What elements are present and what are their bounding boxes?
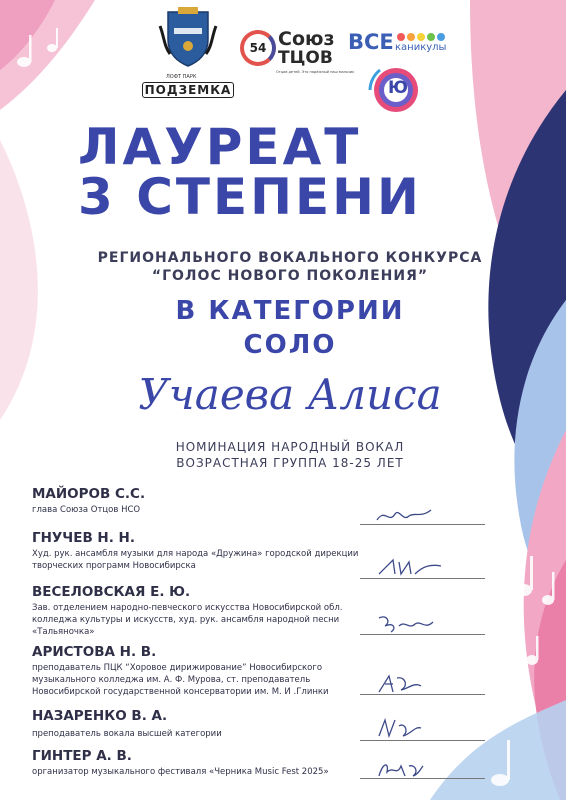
- award-title-line1: ЛАУРЕАТ: [78, 118, 362, 176]
- union-number-badge: [240, 30, 276, 66]
- signatory-role: преподаватель ПЦК “Хоровое дирижирование” Новосибирского музыкального колледжа им. А. Ф. Мурова, ст. преподаватель Новосибирской государственной консерватории им. М. И .Глинки: [32, 663, 329, 697]
- signatory-name: МАЙОРОВ С.С.: [32, 486, 146, 502]
- park-name: ПОДЗЕМКА: [142, 82, 234, 98]
- vse-kanikuly-logo: [348, 28, 456, 58]
- handwritten-signature: [375, 504, 435, 526]
- handwritten-signature: [375, 716, 425, 740]
- category-line2: СОЛО: [243, 330, 337, 360]
- recipient-name: Учаева Алиса: [138, 370, 442, 419]
- union-line1: Союз: [278, 28, 335, 50]
- contest-line2: “ГОЛОС НОВОГО ПОКОЛЕНИЯ”: [151, 268, 429, 284]
- soyuz-ottsov-logo: [238, 26, 355, 76]
- union-line2: ТЦОВ: [278, 48, 333, 68]
- signatory-name: НАЗАРЕНКО В. А.: [32, 708, 168, 724]
- union-tagline: Отцов детей. Это надёжный наш мальчик: [276, 70, 355, 74]
- signatory-role: глава Союза Отцов НСО: [32, 505, 141, 515]
- handwritten-signature: [375, 758, 425, 782]
- signatory-name: ВЕСЕЛОВСКАЯ Е. Ю.: [32, 584, 191, 600]
- signatory-name: АРИСТОВА Н. В.: [32, 644, 157, 660]
- circle-letters: Ю: [388, 78, 408, 98]
- coat-of-arms-icon: [158, 6, 218, 68]
- signatory-name: ГНУЧЕВ Н. Н.: [32, 530, 135, 546]
- signatory-role: Зав. отделением народно-певческого искусства Новосибирской обл. колледжа культуры и искусств, худ. рук. ансамбля народной песни «Тальяночка»: [32, 603, 343, 637]
- vse-text: ВСЕ: [348, 30, 394, 54]
- category-line1: В КАТЕГОРИИ: [175, 296, 405, 326]
- signatory-role: Худ. рук. ансамбля музыки для народа «Дружина» городской дирекции творческих программ Новосибирска: [32, 549, 359, 571]
- kanikuly-text: каникулы: [395, 42, 447, 53]
- podzemka-logo: [138, 6, 236, 102]
- signatory-role: организатор музыкального фестиваля «Черника Music Fest 2025»: [32, 767, 329, 777]
- color-dots-icon: [396, 32, 452, 42]
- union-number: 54: [249, 41, 267, 55]
- contest-line1: РЕГИОНАЛЬНОГО ВОКАЛЬНОГО КОНКУРСА: [97, 250, 483, 266]
- award-title-line2: 3 СТЕПЕНИ: [78, 168, 422, 226]
- nomination-line1: НОМИНАЦИЯ НАРОДНЫЙ ВОКАЛ: [175, 440, 405, 454]
- signatory-name: ГИНТЕР А. В.: [32, 748, 132, 764]
- signature-line: [360, 740, 485, 741]
- circle-emblem-logo: [366, 64, 424, 116]
- handwritten-signature: [375, 556, 445, 580]
- park-small-label: ЛОФТ ПАРК: [166, 74, 197, 80]
- handwritten-signature: [375, 612, 445, 636]
- handwritten-signature: [375, 672, 425, 696]
- nomination-line2: ВОЗРАСТНАЯ ГРУППА 18-25 ЛЕТ: [176, 456, 404, 470]
- signatory-role: преподаватель вокала высшей категории: [32, 729, 222, 739]
